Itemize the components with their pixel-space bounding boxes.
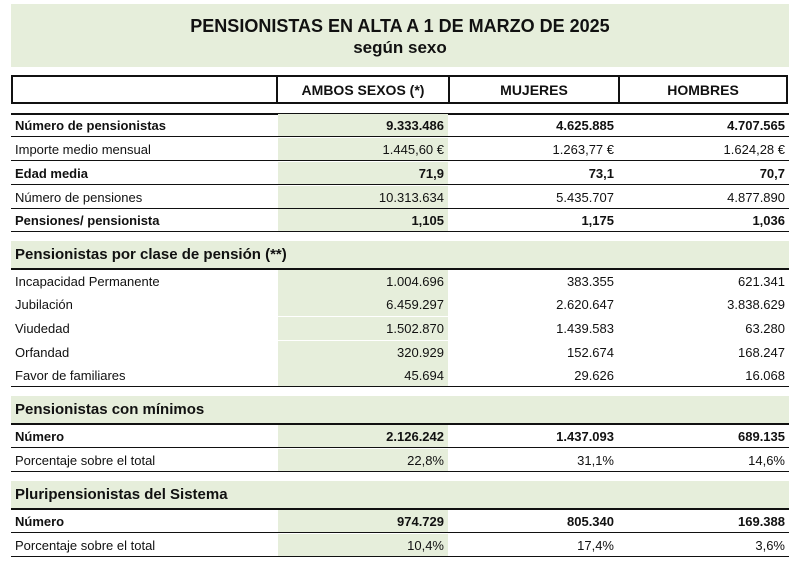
- row-label: Jubilación: [15, 297, 73, 312]
- section-title-pluri: Pluripensionistas del Sistema: [11, 481, 789, 508]
- cell-hombres: 3.838.629: [727, 297, 785, 312]
- cell-ambos: 974.729: [278, 510, 448, 532]
- report-title: PENSIONISTAS EN ALTA A 1 DE MARZO DE 2025: [190, 16, 610, 36]
- column-header-label: [13, 77, 278, 102]
- cell-ambos: 9.333.486: [278, 114, 448, 136]
- cell-mujeres: 1.439.583: [556, 321, 614, 336]
- table-row: [11, 449, 789, 472]
- row-label: Número: [15, 428, 65, 444]
- row-label: Viudedad: [15, 321, 70, 336]
- cell-mujeres: 31,1%: [577, 452, 614, 468]
- section-title-clase: Pensionistas por clase de pensión (**): [11, 241, 789, 268]
- report-subtitle: según sexo: [353, 38, 447, 57]
- cell-hombres: 70,7: [759, 165, 785, 181]
- report-title-box: [11, 4, 789, 67]
- table-row: [11, 510, 789, 533]
- row-label: Porcentaje sobre el total: [15, 452, 156, 468]
- column-header-row: [11, 75, 788, 104]
- cell-mujeres: 4.625.885: [556, 117, 614, 133]
- section-title-minimos: Pensionistas con mínimos: [11, 396, 789, 423]
- row-label: Número de pensionistas: [15, 117, 166, 133]
- column-header-mujeres: MUJERES: [450, 77, 620, 102]
- cell-ambos: 1.502.870: [278, 317, 448, 340]
- cell-hombres: 14,6%: [748, 452, 785, 468]
- table-row: [11, 341, 789, 364]
- cell-ambos: 10.313.634: [278, 186, 448, 208]
- cell-hombres: 16.068: [745, 367, 785, 383]
- cell-hombres: 4.707.565: [727, 117, 785, 133]
- cell-hombres: 169.388: [738, 513, 785, 529]
- cell-hombres: 4.877.890: [727, 189, 785, 205]
- table-row: [11, 293, 789, 316]
- cell-ambos: 320.929: [278, 341, 448, 364]
- table-row: [11, 317, 789, 340]
- table-row: [11, 270, 789, 293]
- cell-ambos: 1.445,60 €: [278, 138, 448, 160]
- table-row: [11, 209, 789, 232]
- row-label: Número: [15, 513, 65, 529]
- cell-mujeres: 2.620.647: [556, 297, 614, 312]
- cell-hombres: 621.341: [738, 274, 785, 289]
- column-header-hombres: HOMBRES: [667, 81, 739, 98]
- row-label: Pensiones/ pensionista: [15, 212, 160, 228]
- cell-hombres: 1,036: [752, 212, 785, 228]
- table-row: [11, 364, 789, 387]
- table-row: [11, 186, 789, 209]
- cell-mujeres: 29.626: [574, 367, 614, 383]
- cell-ambos: 10,4%: [278, 534, 448, 556]
- cell-mujeres: 5.435.707: [556, 189, 614, 205]
- cell-mujeres: 383.355: [567, 274, 614, 289]
- cell-mujeres: 1.263,77 €: [552, 141, 614, 157]
- row-label: Edad media: [15, 165, 88, 181]
- cell-hombres: 1.624,28 €: [723, 141, 785, 157]
- table-row: [11, 162, 789, 185]
- cell-mujeres: 152.674: [567, 345, 614, 360]
- cell-ambos: 6.459.297: [278, 293, 448, 316]
- table-row: [11, 138, 789, 161]
- row-label: Porcentaje sobre el total: [15, 537, 156, 553]
- row-label: Favor de familiares: [15, 367, 126, 383]
- row-label: Importe medio mensual: [15, 141, 151, 157]
- table-row: [11, 114, 789, 137]
- cell-hombres: 689.135: [738, 428, 785, 444]
- cell-ambos: 22,8%: [278, 449, 448, 471]
- table-row: [11, 534, 789, 557]
- cell-mujeres: 805.340: [567, 513, 614, 529]
- column-header-ambos: AMBOS SEXOS (*): [278, 77, 450, 102]
- row-label: Orfandad: [15, 345, 70, 360]
- row-label: Incapacidad Permanente: [15, 274, 160, 289]
- cell-mujeres: 17,4%: [577, 537, 614, 553]
- cell-ambos: 45.694: [278, 364, 448, 386]
- cell-ambos: 71,9: [278, 162, 448, 184]
- cell-mujeres: 73,1: [588, 165, 614, 181]
- cell-mujeres: 1,175: [581, 212, 614, 228]
- cell-ambos: 1.004.696: [278, 270, 448, 293]
- cell-mujeres: 1.437.093: [556, 428, 614, 444]
- cell-hombres: 63.280: [745, 321, 785, 336]
- cell-hombres: 168.247: [738, 345, 785, 360]
- cell-ambos: 1,105: [278, 209, 448, 231]
- cell-hombres: 3,6%: [755, 537, 785, 553]
- table-row: [11, 425, 789, 448]
- row-label: Número de pensiones: [15, 189, 143, 205]
- cell-ambos: 2.126.242: [278, 425, 448, 447]
